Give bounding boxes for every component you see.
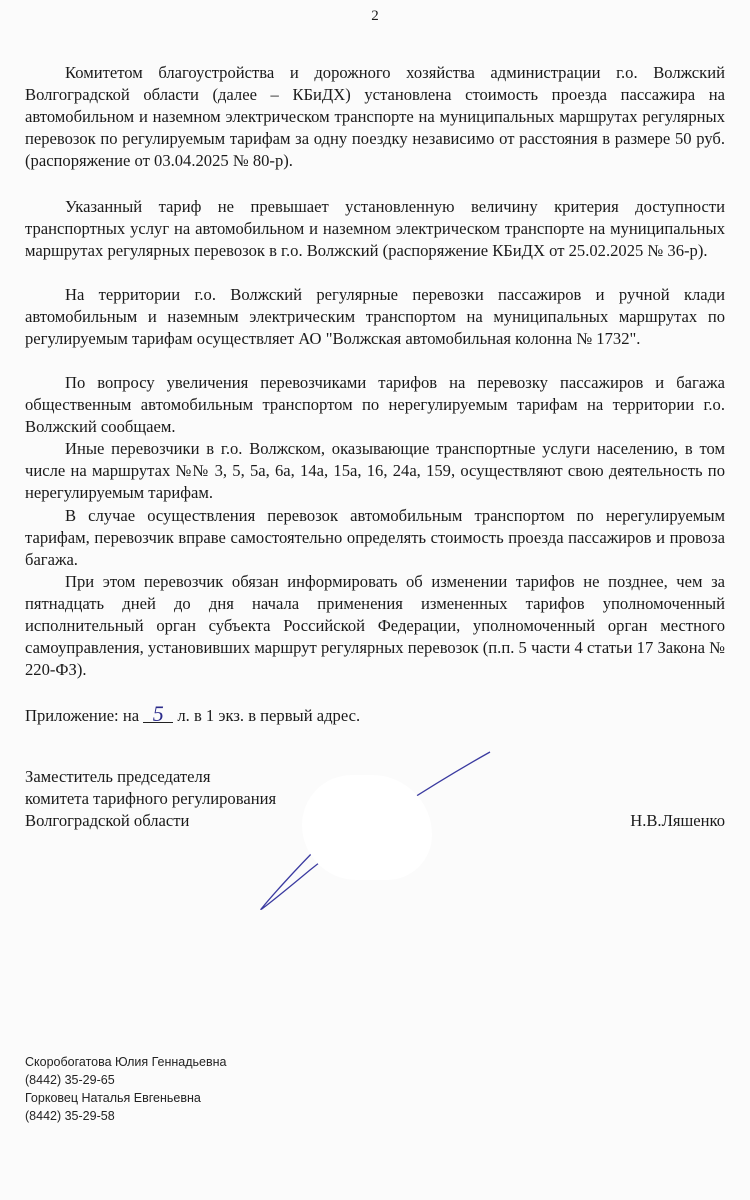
paragraph-notification: При этом перевозчик обязан информировать об изменении тарифов не позднее, чем за пятнадцать дней до дня начала применения измененных тарифов уполномоченный исполнительный орган субъекта Российской Федерации, уполномоченный орган местного самоуправления, установивших маршрут регулярных перевозок (п.п. 5 части 4 статьи 17 Закона № 220-ФЗ). — [25, 572, 725, 679]
contacts-block — [25, 1053, 227, 1125]
signatory-title-line: комитета тарифного регулирования — [25, 789, 277, 808]
appendix-suffix: л. в 1 экз. в первый адрес. — [173, 706, 361, 725]
paragraph-question: По вопросу увеличения перевозчиками тарифов на перевозку пассажиров и багажа общественным автомобильным транспортом по нерегулируемым тарифам на территории г.о. Волжский сообщаем. — [25, 373, 725, 436]
appendix-line — [25, 701, 361, 727]
contact-name: Горковец Наталья Евгеньевна — [25, 1091, 201, 1105]
appendix-prefix: Приложение: на — [25, 706, 144, 725]
paragraph-tariff-criterion: Указанный тариф не превышает установленную величину критерия доступности транспортных услуг на автомобильном и наземном электрическом транспорте на муниципальных маршрутах регулярных перевозок в г.о. Волжский (распоряжение КБиДХ от 25.02.2025 № 36-р). — [25, 197, 725, 260]
page-number: 2 — [371, 8, 379, 24]
contact-phone: (8442) 35-29-65 — [25, 1073, 115, 1087]
signatory-title — [25, 766, 276, 832]
paragraph-other-carriers: Иные перевозчики в г.о. Волжском, оказывающие транспортные услуги населению, в том числе на маршрутах №№ 3, 5, 5а, 6а, 14а, 15а, 16, 24а, 159, осуществляют свою деятельность по нерегулируемым тарифам. — [25, 439, 725, 502]
paragraph-tariff-established: Комитетом благоустройства и дорожного хозяйства администрации г.о. Волжский Волгоградской области (далее – КБиДХ) установлена стоимость проезда пассажира на автомобильном и наземном электрическом транспорте на муниципальных маршрутах регулярных перевозок по регулируемым тарифам за одну поездку независимо от расстояния в размере 50 руб. (распоряжение от 03.04.2025 № 80-р). — [25, 63, 725, 170]
contact-phone: (8442) 35-29-58 — [25, 1109, 115, 1123]
signatory-title-line: Волгоградской области — [25, 811, 190, 830]
paragraph-regular-carrier: На территории г.о. Волжский регулярные перевозки пассажиров и ручной клади автомобильным и наземным электрическим транспортом на муниципальных маршрутах по регулируемым тарифам осуществляет АО "Волжская автомобильная колонна № 1732". — [25, 285, 725, 348]
signatory-title-line: Заместитель председателя — [25, 767, 211, 786]
signatory-name: Н.В.Ляшенко — [630, 811, 725, 830]
redaction-blot — [302, 775, 432, 880]
appendix-sheets-handwritten: 5 — [143, 706, 173, 723]
contact-name: Скоробогатова Юлия Геннадьевна — [25, 1055, 227, 1069]
paragraph-unregulated: В случае осуществления перевозок автомобильным транспортом по нерегулируемым тарифам, перевозчик вправе самостоятельно определять стоимость проезда пассажиров и провоза багажа. — [25, 506, 725, 569]
